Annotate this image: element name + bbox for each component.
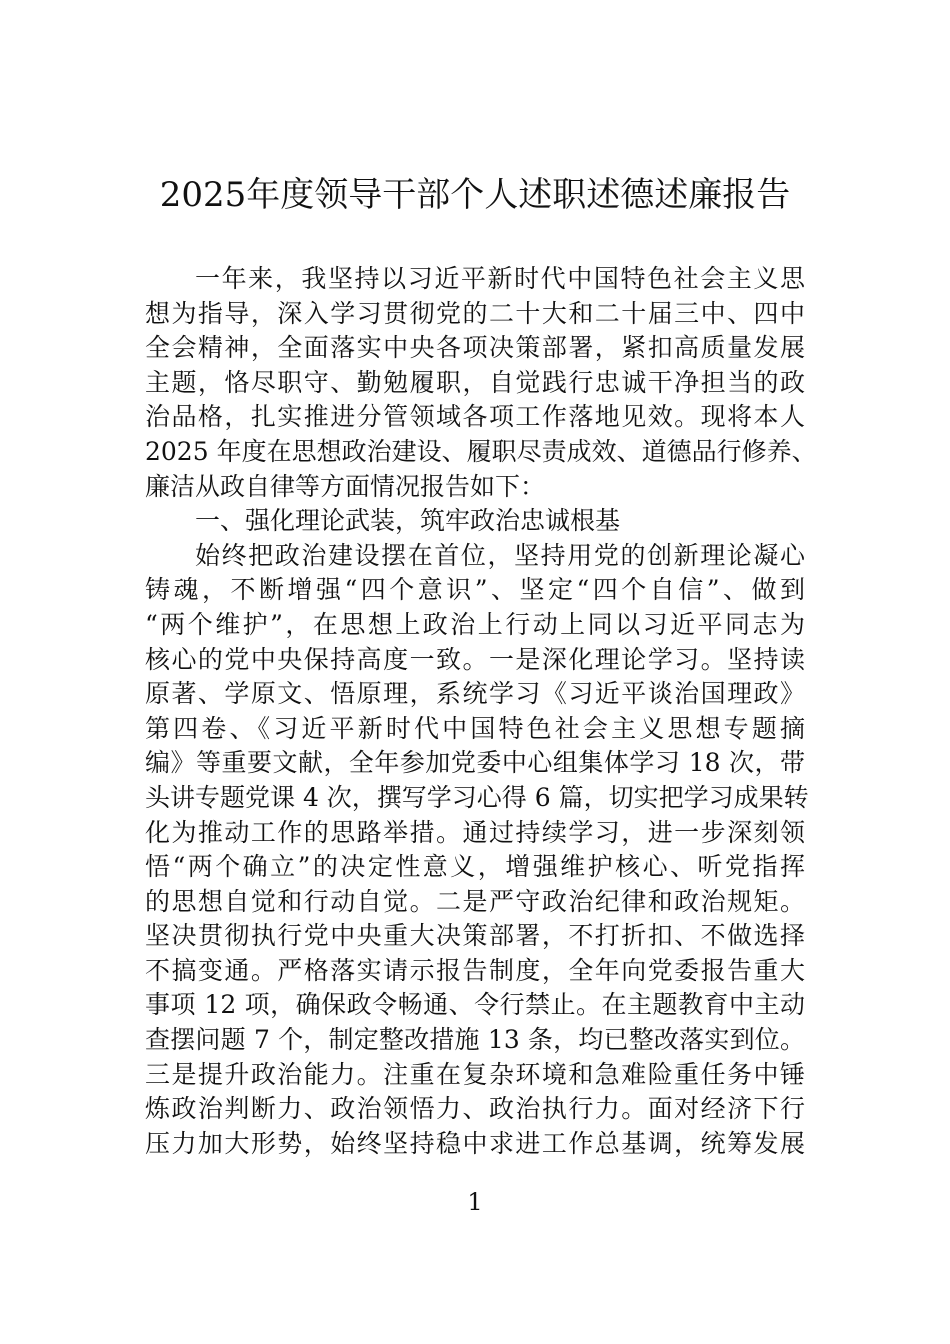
text-line: 压力加大形势，始终坚持稳中求进工作总基调，统筹发展 [145, 1128, 805, 1158]
text-line: 头讲专题党课 4 次，撰写学习心得 6 篇，切实把学习成果转 [145, 782, 809, 812]
text-line: 编》等重要文献，全年参加党委中心组集体学习 18 次，带 [145, 748, 805, 778]
text-line: 核心的党中央保持高度一致。一是深化理论学习。坚持读 [145, 644, 805, 674]
text-line: 廉洁从政自律等方面情况报告如下： [145, 471, 546, 501]
text-line: 2025 年度在思想政治建设、履职尽责成效、道德品行修养、 [145, 436, 817, 466]
text-line: 不搞变通。严格落实请示报告制度，全年向党委报告重大 [145, 955, 805, 985]
paragraph-intro [145, 262, 817, 504]
text-line: 主题，恪尽职守、勤勉履职，自觉践行忠诚干净担当的政 [145, 367, 805, 397]
paragraph-section-1 [145, 539, 809, 1162]
text-line: 一年来，我坚持以习近平新时代中国特色社会主义思 [195, 264, 805, 293]
document-body [145, 262, 817, 1161]
text-line: 三是提升政治能力。注重在复杂环境和急难险重任务中锤 [145, 1059, 805, 1089]
text-line: 查摆问题 7 个，制定整改措施 13 条，均已整改落实到位。 [145, 1025, 805, 1055]
text-line: 悟“两个确立”的决定性意义，增强维护核心、听党指挥 [145, 852, 805, 882]
text-line: 全会精神，全面落实中央各项决策部署，紧扣高质量发展 [145, 333, 805, 363]
text-line: 铸魂，不断增强“四个意识”、坚定“四个自信”、做到 [145, 575, 805, 605]
text-line: 的思想自觉和行动自觉。二是严守政治纪律和政治规矩。 [145, 886, 805, 916]
text-line: 事项 12 项，确保政令畅通、令行禁止。在主题教育中主动 [145, 990, 805, 1020]
text-line: 想为指导，深入学习贯彻党的二十大和二十届三中、四中 [145, 298, 805, 328]
text-line: 坚决贯彻执行党中央重大决策部署，不打折扣、不做选择 [145, 921, 805, 951]
document-title: 2025年度领导干部个人述职述德述廉报告 [159, 175, 791, 215]
text-line: “两个维护”，在思想上政治上行动上同以习近平同志为 [145, 609, 805, 639]
page-number: 1 [467, 1188, 483, 1216]
section-heading: 一、强化理论武装，筑牢政治忠诚根基 [195, 506, 621, 536]
text-line: 化为推动工作的思路举措。通过持续学习，进一步深刻领 [145, 817, 805, 847]
text-line: 始终把政治建设摆在首位，坚持用党的创新理论凝心 [195, 540, 805, 570]
text-line: 原著、学原文、悟原理，系统学习《习近平谈治国理政》 [145, 679, 805, 709]
text-line: 炼政治判断力、政治领悟力、政治执行力。面对经济下行 [145, 1094, 805, 1124]
text-line: 治品格，扎实推进分管领域各项工作落地见效。现将本人 [145, 402, 805, 432]
text-line: 第四卷、《习近平新时代中国特色社会主义思想专题摘 [145, 713, 805, 743]
